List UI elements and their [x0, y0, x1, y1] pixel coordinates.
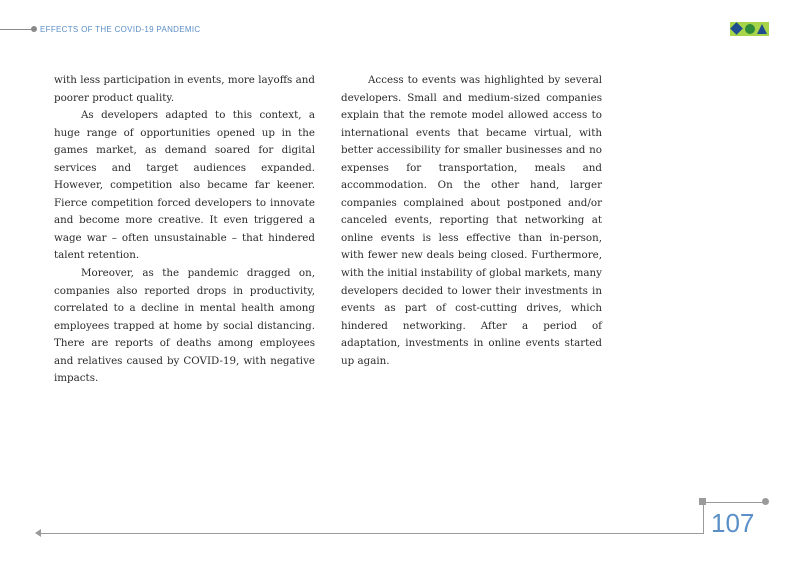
header-rule — [0, 29, 32, 30]
paragraph: Access to events was highlighted by several developers. Small and medium-sized companies explain that the remote model allowed access to international events that became virtual, with better accessibility for smaller businesses and no expenses for transportation, meals and accommodation. On the other hand, larger companies complained about postponed and/or canceled events, reporting that networking at online events is less effective than in-person, with fewer new deals being closed. Furthermore, with the initial instability of global markets, many developers decided to lower their investments in events as part of cost-cutting drives, which hindered networking. After a period of adaptation, investments in online events started up again. — [341, 74, 602, 367]
section-title: EFFECTS OF THE COVID-19 PANDEMIC — [40, 25, 201, 34]
page-number: 107 — [711, 508, 755, 538]
paragraph: As developers adapted to this context, a huge range of opportunities opened up in the games market, as demand soared for digital services and target audiences expanded. However, competition also became far keener. Fierce competition forced developers to innovate and become more creative. It even triggered a wage war – often unsustainable – that hindered talent retention. — [54, 109, 315, 262]
circle-icon — [745, 24, 755, 34]
diamond-icon — [730, 22, 743, 35]
header-rule-dot — [31, 26, 37, 32]
dot-icon — [762, 498, 769, 505]
brand-logo — [730, 22, 769, 36]
page-number-frame-horizontal — [703, 502, 765, 503]
right-column — [341, 72, 602, 370]
left-column — [54, 72, 315, 388]
paragraph: with less participation in events, more layoffs and poorer product quality. — [54, 74, 315, 104]
page-number-frame-vertical — [703, 502, 704, 534]
square-icon — [699, 498, 706, 505]
paragraph: Moreover, as the pandemic dragged on, companies also reported drops in productivity, correlated to a decline in mental health among employees trapped at home by social distancing. There are reports of deaths among employees and relatives caused by COVID-19, with negative impacts. — [54, 267, 315, 385]
triangle-icon — [757, 24, 767, 34]
footer-rule — [40, 533, 703, 534]
